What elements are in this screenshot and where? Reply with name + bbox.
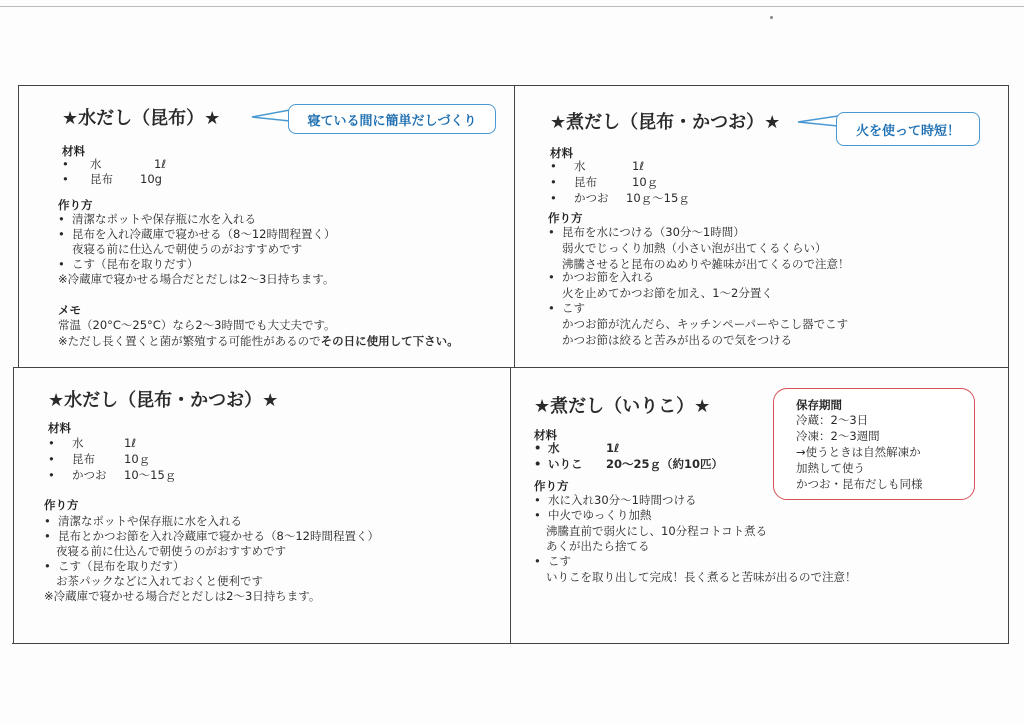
storage-line: 冷凍：2〜3週間 bbox=[796, 429, 880, 443]
method-note: 夜寝る前に仕込んで朝使うのがおすすめです bbox=[56, 544, 287, 558]
storage-period-box bbox=[773, 388, 975, 500]
ingredient-item: • 昆布 10g bbox=[62, 172, 162, 186]
table-border-middle bbox=[14, 367, 1009, 368]
method-step: • 清潔なポットや保存瓶に水を入れる bbox=[58, 212, 256, 226]
table-border-left-top bbox=[18, 85, 19, 367]
table-border-top bbox=[18, 85, 1008, 86]
memo-line: ※ただし長く置くと菌が繁殖する可能性があるのでその日に使用して下さい。 bbox=[58, 334, 459, 348]
scan-speck bbox=[770, 16, 773, 19]
callout-bubble: 寝ている間に簡単だしづくり bbox=[288, 104, 496, 134]
table-border-right bbox=[1008, 85, 1009, 643]
ingredient-item: • いりこ 20〜25ｇ（約10匹） bbox=[534, 457, 724, 471]
method-note: お茶パックなどに入れておくと便利です bbox=[56, 574, 263, 588]
ingredient-item: • かつお 10ｇ〜15ｇ bbox=[550, 191, 690, 205]
method-heading: 作り方 bbox=[534, 479, 569, 493]
method-step: • 昆布とかつお節を入れ冷蔵庫で寝かせる（8〜12時間程置く） bbox=[44, 529, 379, 543]
ingredients-heading: 材料 bbox=[62, 144, 85, 158]
method-note: 沸騰させると昆布のぬめりや雑味が出てくるので注意！ bbox=[562, 257, 850, 271]
method-step: • 昆布を水につける（30分〜1時間） bbox=[548, 225, 745, 239]
method-note: 沸騰直前で弱火にし、10分程コトコト煮る bbox=[546, 524, 768, 538]
storage-note: ※冷蔵庫で寝かせる場合だとだしは2〜3日持ちます。 bbox=[58, 272, 335, 286]
ingredients-heading: 材料 bbox=[534, 428, 557, 442]
ingredients-heading: 材料 bbox=[550, 146, 573, 160]
method-note: 夜寝る前に仕込んで朝使うのがおすすめです bbox=[72, 242, 303, 256]
ingredients-heading: 材料 bbox=[48, 421, 71, 435]
ingredient-item: • 水 1ℓ bbox=[48, 436, 137, 450]
method-note: 火を止めてかつお節を加え、1〜2分置く bbox=[562, 286, 773, 300]
ingredient-item: • かつお 10〜15ｇ bbox=[48, 468, 177, 482]
method-step: • かつお節を入れる bbox=[548, 270, 654, 284]
method-step: • 昆布を入れ冷蔵庫で寝かせる（8〜12時間程置く） bbox=[58, 227, 336, 241]
storage-note: ※冷蔵庫で寝かせる場合だとだしは2〜3日持ちます。 bbox=[44, 589, 321, 603]
method-note: 弱火でじっくり加熱（小さい泡が出てくるくらい） bbox=[562, 241, 827, 255]
storage-line: 加熱して使う bbox=[796, 461, 865, 475]
method-note: いりこを取り出して完成！長く煮ると苦味が出るので注意！ bbox=[546, 570, 857, 584]
ingredient-item: • 昆布 10ｇ bbox=[550, 175, 659, 189]
table-border-center-bottom bbox=[510, 367, 511, 643]
recipe-title: ★煮だし（いりこ）★ bbox=[534, 396, 711, 417]
ingredient-item: • 水 1ℓ bbox=[534, 441, 620, 455]
storage-line: かつお・昆布だしも同様 bbox=[796, 477, 923, 491]
method-step: • こす（昆布を取りだす） bbox=[58, 257, 199, 271]
table-border-center-top bbox=[514, 85, 515, 367]
method-note: かつお節は絞ると苦みが出るので気をつける bbox=[562, 333, 792, 347]
memo-heading: メモ bbox=[58, 303, 81, 317]
top-edge-line bbox=[0, 6, 1024, 7]
recipe-title: ★煮だし（昆布・かつお）★ bbox=[550, 112, 781, 133]
method-heading: 作り方 bbox=[58, 198, 93, 212]
memo-line: 常温（20°C〜25°C）なら2〜3時間でも大丈夫です。 bbox=[58, 318, 336, 332]
method-step: • こす bbox=[534, 554, 571, 568]
recipe-title: ★水だし（昆布・かつお）★ bbox=[48, 390, 279, 411]
table-border-left-bottom bbox=[13, 367, 14, 643]
callout-pointer bbox=[796, 112, 838, 132]
ingredient-item: • 昆布 10ｇ bbox=[48, 452, 151, 466]
method-step: • 水に入れ30分〜1時間つける bbox=[534, 493, 697, 507]
method-heading: 作り方 bbox=[44, 498, 79, 512]
ingredient-item: • 水 1ℓ bbox=[62, 157, 167, 171]
recipe-title: ★水だし（昆布）★ bbox=[62, 108, 221, 129]
storage-line: →使うときは自然解凍か bbox=[796, 445, 921, 459]
callout-pointer bbox=[250, 104, 290, 126]
storage-line: 冷蔵：2〜3日 bbox=[796, 413, 869, 427]
method-step: • 清潔なポットや保存瓶に水を入れる bbox=[44, 514, 242, 528]
method-step: • 中火でゆっくり加熱 bbox=[534, 508, 652, 522]
method-step: • こす（昆布を取りだす） bbox=[44, 559, 185, 573]
method-note: あくが出たら捨てる bbox=[546, 539, 650, 553]
callout-bubble: 火を使って時短！ bbox=[836, 112, 980, 146]
ingredient-item: • 水 1ℓ bbox=[550, 159, 645, 173]
storage-heading: 保存期間 bbox=[796, 398, 842, 412]
method-step: • こす bbox=[548, 301, 585, 315]
method-heading: 作り方 bbox=[548, 211, 583, 225]
table-border-bottom bbox=[12, 643, 1009, 644]
method-note: かつお節が沈んだら、キッチンペーパーやこし器でこす bbox=[562, 317, 849, 331]
